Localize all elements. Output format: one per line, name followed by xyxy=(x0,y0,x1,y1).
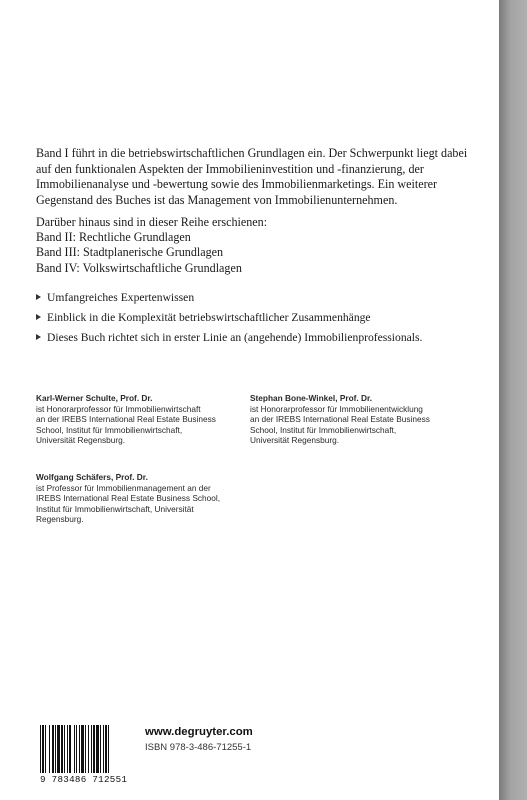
bullet-item xyxy=(36,330,476,350)
barcode-bar xyxy=(52,725,54,773)
triangle-bullet-icon xyxy=(36,294,41,300)
barcode-bar xyxy=(76,725,77,773)
author-bio-line: an der IREBS International Real Estate Business xyxy=(250,414,430,425)
bullet-item xyxy=(36,310,476,330)
barcode-bar xyxy=(105,725,107,773)
barcode-digits: 9 783486 712551 xyxy=(40,774,136,785)
intro-text: Band I führt in die betriebswirtschaftlichen Grundlagen ein. Der Schwerpunkt liegt dabei auf den funktionalen Aspekten der Immobilieninvestition und -finanzierung, der Immobilienanalyse und -bewertung sowie des Immobilienmarketings. Ein weiterer Gegenstand des Buches ist das Management von Immobilienunternehmen. xyxy=(36,146,468,207)
triangle-bullet-icon xyxy=(36,314,41,320)
author-bio-line: an der IREBS International Real Estate Business xyxy=(36,414,216,425)
author-name: Wolfgang Schäfers, Prof. Dr. xyxy=(36,472,148,482)
barcode-bar xyxy=(67,725,68,773)
series-item: Band IV: Volkswirtschaftliche Grundlagen xyxy=(36,260,242,275)
series-item: Band II: Rechtliche Grundlagen xyxy=(36,230,191,245)
intro-paragraph xyxy=(36,146,476,208)
author-bio-line: Universität Regensburg. xyxy=(36,435,126,446)
series-heading: Darüber hinaus sind in dieser Reihe erschienen: xyxy=(36,215,268,229)
barcode-bar xyxy=(49,725,50,773)
barcode-bar xyxy=(79,725,80,773)
author-bio-schulte xyxy=(36,393,256,446)
series-item: Band III: Stadtplanerische Grundlagen xyxy=(36,245,224,260)
feature-bullets xyxy=(36,290,476,350)
barcode-bar xyxy=(42,725,44,773)
author-bio-line: ist Honorarprofessor für Immobilienentwicklung xyxy=(250,403,423,414)
author-bio-line: IREBS International Real Estate Business School, xyxy=(36,493,221,504)
barcode-bar xyxy=(100,725,101,773)
barcode-bar xyxy=(103,725,104,773)
barcode-bar xyxy=(108,725,109,773)
barcode-bar xyxy=(88,725,89,773)
author-bio-line: Institut für Immobilienwirtschaft, Universität xyxy=(36,503,194,514)
barcode-bar xyxy=(74,725,75,773)
bullet-text: Einblick in die Komplexität betriebswirtschaftlicher Zusammenhänge xyxy=(47,311,371,324)
barcode-bar xyxy=(55,725,56,773)
author-bio-line: Universität Regensburg. xyxy=(250,435,340,446)
barcode-bar xyxy=(57,725,60,773)
barcode-bar xyxy=(96,725,99,773)
barcode-bar xyxy=(45,725,46,773)
author-bio-line: ist Professor für Immobilienmanagement an der xyxy=(36,482,211,493)
bullet-item xyxy=(36,290,476,310)
barcode-bars xyxy=(36,725,134,775)
author-bio-schaefers xyxy=(36,472,256,525)
page-edge-shadow xyxy=(499,0,527,800)
publisher-website: www.degruyter.com xyxy=(145,726,253,738)
author-name: Stephan Bone-Winkel, Prof. Dr. xyxy=(250,393,373,403)
barcode-bar xyxy=(81,725,84,773)
barcode-bar xyxy=(69,725,71,773)
barcode-bar xyxy=(61,725,63,773)
author-bio-line: ist Honorarprofessor für Immobilienwirtschaft xyxy=(36,403,201,414)
barcode-bar xyxy=(64,725,65,773)
barcode-bar xyxy=(40,725,41,773)
triangle-bullet-icon xyxy=(36,334,41,340)
author-bio-line: School, Institut für Immobilienwirtschaft, xyxy=(36,424,183,435)
barcode-bar xyxy=(85,725,86,773)
barcode-bar xyxy=(91,725,92,773)
author-bio-bone-winkel xyxy=(250,393,470,446)
bullet-text: Umfangreiches Expertenwissen xyxy=(47,291,195,304)
bullet-text: Dieses Buch richtet sich in erster Linie an (angehende) Immobilienprofessionals. xyxy=(47,331,423,344)
isbn-text: ISBN 978-3-486-71255-1 xyxy=(145,742,252,753)
series-list xyxy=(36,215,476,276)
barcode-bar xyxy=(93,725,95,773)
author-bio-line: Regensburg. xyxy=(36,514,84,525)
author-bio-line: School, Institut für Immobilienwirtschaft, xyxy=(250,424,397,435)
author-name: Karl-Werner Schulte, Prof. Dr. xyxy=(36,393,153,403)
